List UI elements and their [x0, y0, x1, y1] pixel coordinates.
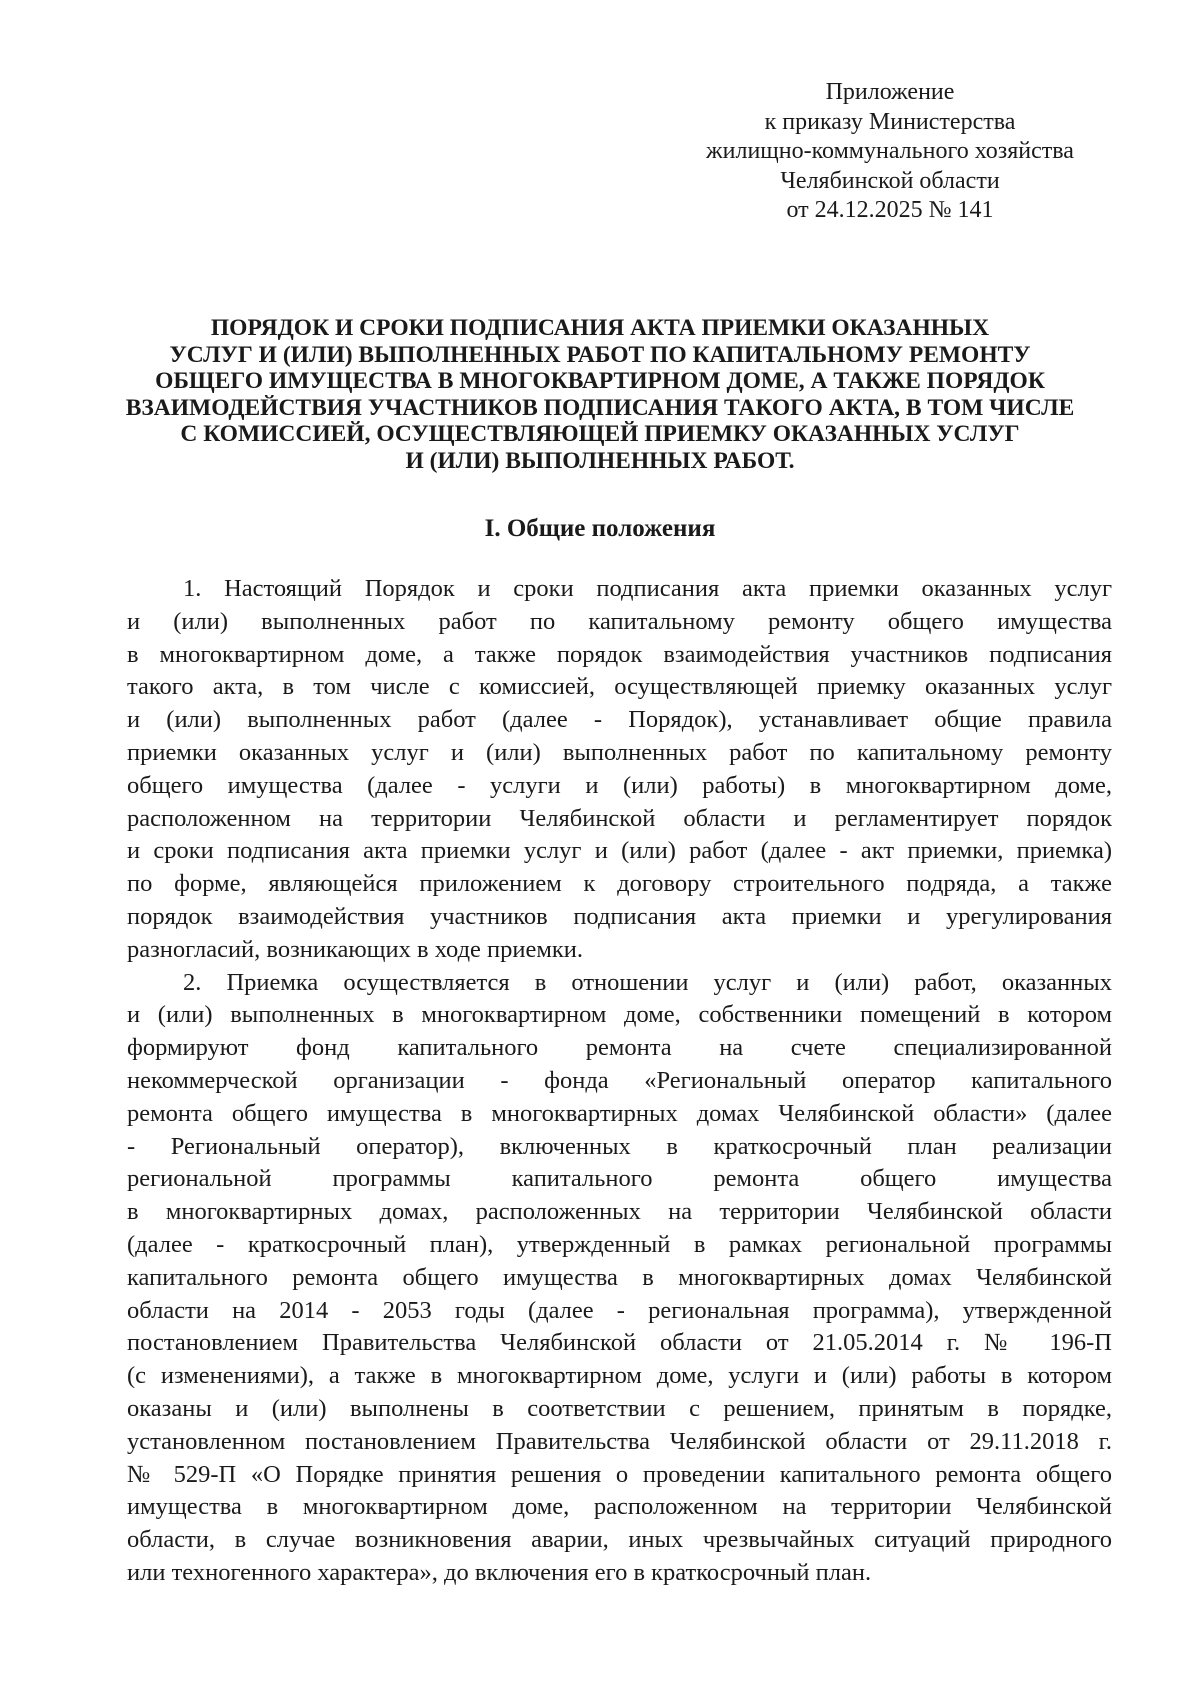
paragraph-line: постановлением Правительства Челябинской области от 21.05.2014 г. № 196-П — [127, 1329, 1112, 1357]
title-line: И (ИЛИ) ВЫПОЛНЕННЫХ РАБОТ. — [405, 447, 795, 474]
paragraph-line: в многоквартирном доме, а также порядок взаимодействия участников подписания — [127, 640, 1112, 668]
paragraph-line: - Региональный оператор), включенных в краткосрочный план реализации — [127, 1132, 1112, 1160]
paragraph-line: области, в случае возникновения аварии, иных чрезвычайных ситуаций природного — [127, 1526, 1112, 1554]
paragraph-line: имущества в многоквартирном доме, расположенном на территории Челябинской — [127, 1493, 1112, 1521]
paragraph-2 — [127, 967, 1112, 1590]
paragraph-line: установленном постановлением Правительства Челябинской области от 29.11.2018 г. — [127, 1427, 1112, 1455]
paragraph-line: и (или) выполненных в многоквартирном доме, собственники помещений в котором — [127, 1001, 1112, 1029]
document-body — [127, 573, 1112, 1590]
paragraph-line: разногласий, возникающих в ходе приемки. — [127, 935, 584, 963]
paragraph-line: ремонта общего имущества в многоквартирных домах Челябинской области» (далее — [127, 1099, 1112, 1127]
document-title — [100, 315, 1100, 474]
title-line: ПОРЯДОК И СРОКИ ПОДПИСАНИЯ АКТА ПРИЕМКИ ОКАЗАННЫХ — [210, 315, 990, 341]
paragraph-line: и сроки подписания акта приемки услуг и (или) работ (далее - акт приемки, приемка) — [127, 837, 1112, 865]
paragraph-line: формируют фонд капитального ремонта на счете специализированной — [127, 1034, 1112, 1062]
paragraph-line: (с изменениями), а также в многоквартирном доме, услуги и (или) работы в котором — [127, 1362, 1112, 1390]
appendix-header — [660, 78, 1120, 226]
paragraph-1 — [127, 573, 1112, 967]
paragraph-line: и (или) выполненных работ по капитальному ремонту общего имущества — [127, 607, 1112, 635]
paragraph-line: такого акта, в том числе с комиссией, осуществляющей приемку оказанных услуг — [127, 673, 1112, 701]
paragraph-line: в многоквартирных домах, расположенных на территории Челябинской области — [127, 1198, 1112, 1226]
paragraph-line: 1. Настоящий Порядок и сроки подписания акта приемки оказанных услуг — [183, 575, 1112, 602]
paragraph-line: (далее - краткосрочный план), утвержденный в рамках региональной программы — [127, 1230, 1112, 1258]
title-line: С КОМИССИЕЙ, ОСУЩЕСТВЛЯЮЩЕЙ ПРИЕМКУ ОКАЗАННЫХ УСЛУГ — [180, 421, 1020, 447]
paragraph-line: общего имущества (далее - услуги и (или) работы) в многоквартирном доме, — [127, 771, 1112, 799]
appendix-line: от 24.12.2025 № 141 — [786, 197, 994, 223]
paragraph-line: области на 2014 - 2053 годы (далее - региональная программа), утвержденной — [127, 1296, 1112, 1324]
appendix-line: Приложение — [825, 79, 955, 105]
paragraph-line: или техногенного характера», до включения его в краткосрочный план. — [127, 1558, 872, 1586]
paragraph-line: приемки оказанных услуг и (или) выполненных работ по капитальному ремонту — [127, 738, 1112, 766]
paragraph-line: и (или) выполненных работ (далее - Порядок), устанавливает общие правила — [127, 706, 1112, 734]
paragraph-line: № 529-П «О Порядке принятия решения о проведении капитального ремонта общего — [127, 1460, 1112, 1488]
appendix-line: к приказу Министерства — [764, 108, 1016, 135]
section-heading: I. Общие положения — [484, 515, 716, 542]
paragraph-line: расположенном на территории Челябинской области и регламентирует порядок — [127, 804, 1112, 832]
paragraph-line: по форме, являющейся приложением к договору строительного подряда, а также — [127, 870, 1112, 898]
paragraph-line: капитального ремонта общего имущества в многоквартирных домах Челябинской — [127, 1263, 1112, 1291]
paragraph-line: порядок взаимодействия участников подписания акта приемки и урегулирования — [127, 902, 1112, 930]
paragraph-line: региональной программы капитального ремонта общего имущества — [127, 1165, 1112, 1193]
title-line: ОБЩЕГО ИМУЩЕСТВА В МНОГОКВАРТИРНОМ ДОМЕ, А ТАКЖЕ ПОРЯДОК — [155, 368, 1045, 394]
appendix-line: Челябинской области — [780, 167, 1000, 194]
title-line: УСЛУГ И (ИЛИ) ВЫПОЛНЕННЫХ РАБОТ ПО КАПИТАЛЬНОМУ РЕМОНТУ — [169, 341, 1031, 368]
paragraph-line: некоммерческой организации - фонда «Региональный оператор капитального — [127, 1066, 1112, 1094]
title-line: ВЗАИМОДЕЙСТВИЯ УЧАСТНИКОВ ПОДПИСАНИЯ ТАКОГО АКТА, В ТОМ ЧИСЛЕ — [125, 394, 1075, 421]
paragraph-line: оказаны и (или) выполнены в соответствии с решением, принятым в порядке, — [127, 1394, 1112, 1422]
appendix-line: жилищно-коммунального хозяйства — [706, 138, 1074, 164]
paragraph-line: 2. Приемка осуществляется в отношении услуг и (или) работ, оказанных — [183, 968, 1112, 996]
